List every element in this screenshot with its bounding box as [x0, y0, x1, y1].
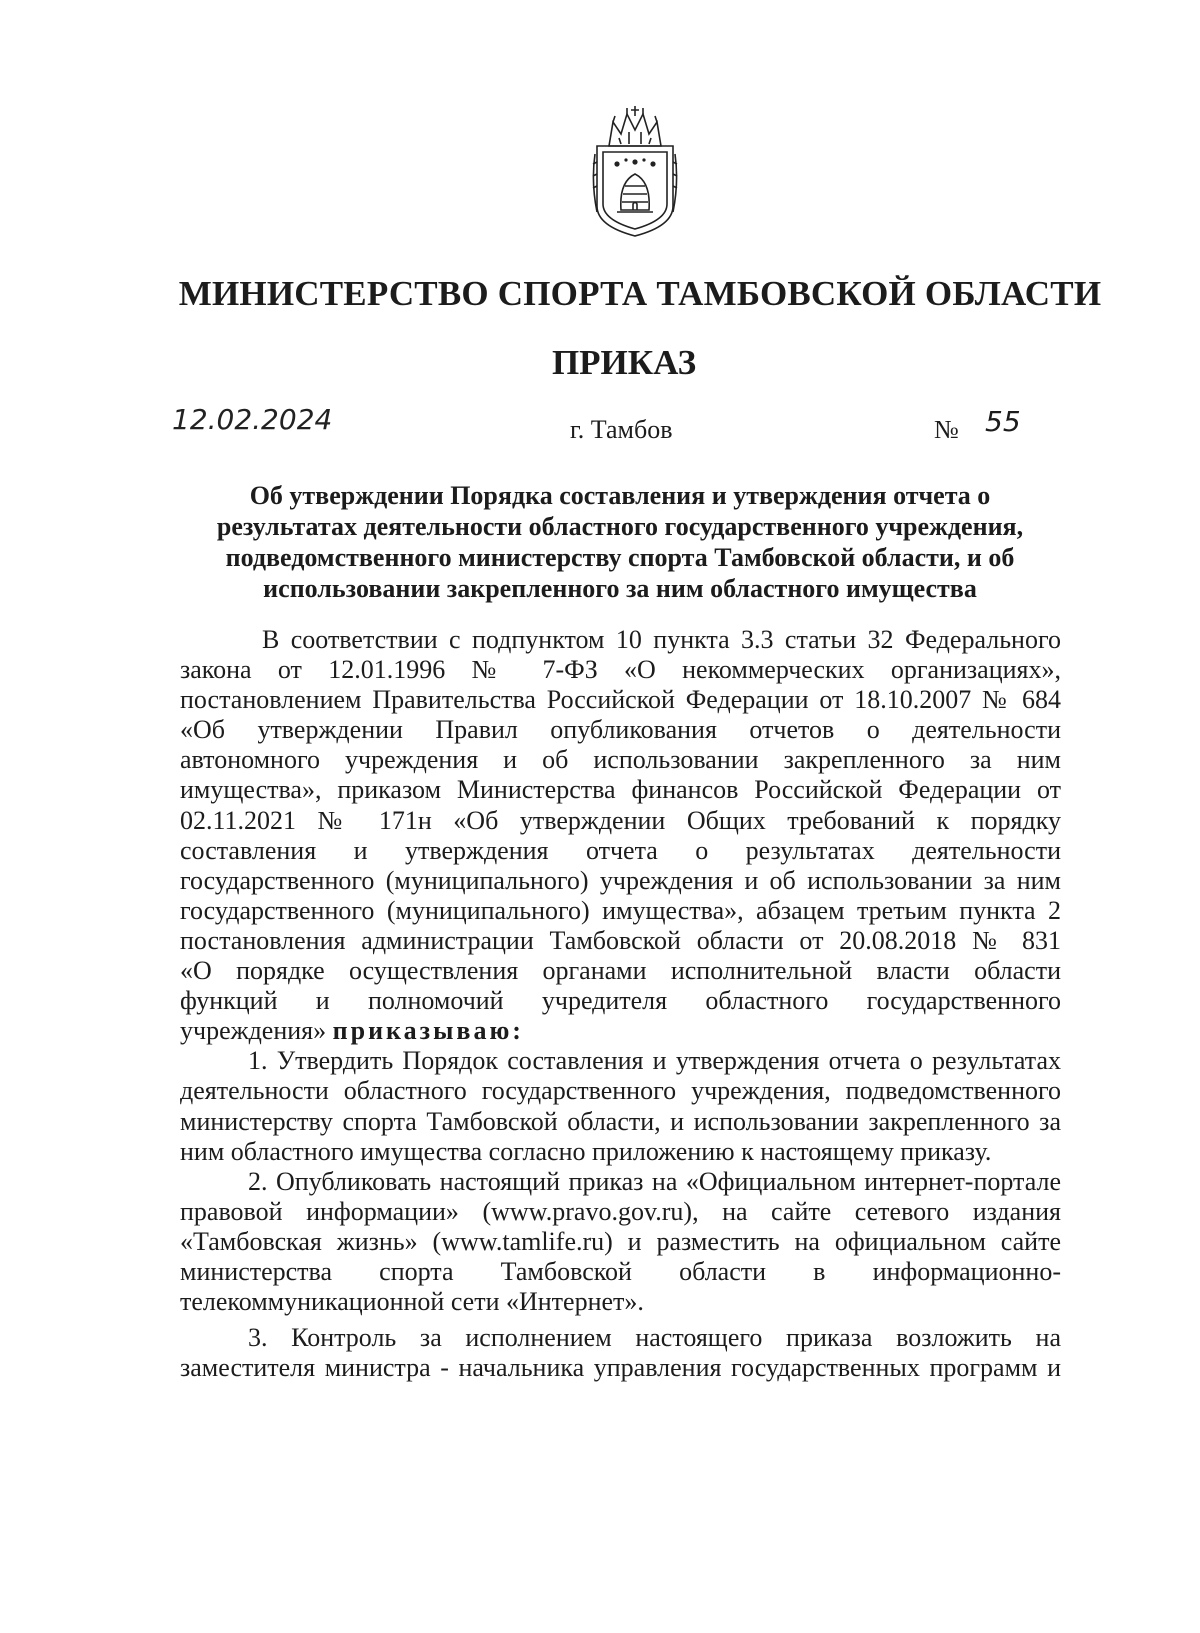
body-line: постановлением Правительства Российской Федерации от 18.10.2007 № 684 [180, 685, 1061, 715]
body-line: В соответствии с подпунктом 10 пункта 3.3 статьи 32 Федерального [262, 625, 1061, 654]
order-item-2 [180, 1167, 1061, 1317]
body-line: телекоммуникационной сети «Интернет». [180, 1287, 644, 1317]
document-city: г. Тамбов [570, 415, 673, 444]
body-line [180, 1016, 1061, 1046]
body-line: 02.11.2021 № 171н «Об утверждении Общих требований к порядку [180, 805, 1061, 835]
ministry-name: МИНИСТЕРСТВО СПОРТА ТАМБОВСКОЙ ОБЛАСТИ [178, 274, 1102, 313]
document-number-label: № [934, 415, 959, 444]
title-line: результатах деятельности областного государственного учреждения, [216, 512, 1024, 541]
title-line: Об утверждении Порядка составления и утверждения отчета о [249, 481, 991, 510]
order-word: приказываю: [332, 1016, 524, 1046]
preamble-last-text: учреждения» [180, 1016, 327, 1046]
body-line: министерства спорта Тамбовской области в информационно- [180, 1256, 1061, 1286]
body-line: автономного учреждения и об использовании закрепленного за ним [180, 745, 1061, 775]
order-item-3 [180, 1323, 1061, 1383]
body-line: имущества», приказом Министерства финансов Российской Федерации от [180, 775, 1061, 805]
body-line: государственного (муниципального) имущества», абзацем третьим пункта 2 [180, 895, 1061, 925]
body-line: государственного (муниципального) учреждения и об использовании за ним [180, 865, 1061, 895]
body-line: составления и утверждения отчета о результатах деятельности [180, 835, 1061, 865]
body-line: постановления администрации Тамбовской области от 20.08.2018 № 831 [180, 925, 1061, 955]
document-body [180, 625, 1061, 1383]
body-line: 2. Опубликовать настоящий приказ на «Официальном интернет-портале [248, 1166, 1061, 1196]
body-line: закона от 12.01.1996 № 7-ФЗ «О некоммерческих организациях», [180, 655, 1061, 685]
order-item-1 [180, 1046, 1061, 1166]
body-line: правовой информации» (www.pravo.gov.ru), на сайте сетевого издания [180, 1196, 1061, 1226]
body-line: 1. Утвердить Порядок составления и утверждения отчета о результатах [248, 1046, 1061, 1076]
body-line: «Об утверждении Правил опубликования отчетов о деятельности [180, 715, 1061, 745]
document-number: 55 [985, 405, 1021, 438]
body-line: 3. Контроль за исполнением настоящего приказа возложить на [248, 1323, 1061, 1353]
document-date: 12.02.2024 [172, 403, 333, 436]
document-type: ПРИКАЗ [551, 343, 697, 382]
body-line: деятельности областного государственного учреждения, подведомственного [180, 1076, 1061, 1106]
body-line: заместителя министра - начальника управления государственных программ и [180, 1353, 1061, 1383]
body-line: функций и полномочий учредителя областного государственного [180, 986, 1061, 1016]
document-title [180, 480, 1060, 604]
body-line: «Тамбовская жизнь» (www.tamlife.ru) и разместить на официальном сайте [180, 1226, 1061, 1256]
title-line: использовании закрепленного за ним областного имущества [263, 574, 977, 603]
body-line: «О порядке осуществления органами исполнительной власти области [180, 956, 1061, 986]
body-line: ним областного имущества согласно приложению к настоящему приказу. [180, 1136, 992, 1166]
body-line: министерству спорта Тамбовской области, и использовании закрепленного за [180, 1106, 1061, 1136]
title-line: подведомственного министерству спорта Тамбовской области, и об [225, 543, 1015, 572]
coat-of-arms-emblem [589, 102, 681, 240]
preamble-paragraph [180, 625, 1061, 1046]
